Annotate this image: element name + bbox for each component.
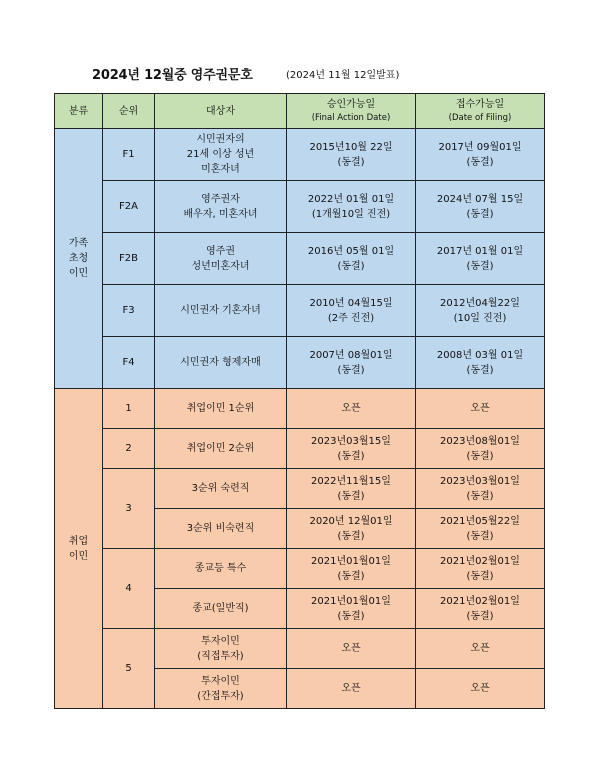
rank-cell-line: 5 <box>125 663 132 674</box>
target-cell <box>155 669 287 709</box>
target-cell <box>155 629 287 669</box>
filing-cell-line: 오픈 <box>470 643 490 654</box>
target-cell-line: (간접투자) <box>197 690 244 702</box>
target-cell-line: 3순위 비숙련직 <box>186 523 255 534</box>
rank-cell <box>103 337 155 389</box>
filing-cell-line: 2023년03월01일 <box>440 475 520 487</box>
header-filing-en: (Date of Filing) <box>448 113 512 123</box>
target-cell <box>155 469 287 509</box>
target-cell-line: 시민권자 형제자매 <box>180 357 261 368</box>
category-family <box>55 129 103 389</box>
rank-cell-line: F2B <box>119 253 138 264</box>
filing-cell-line: 오픈 <box>470 403 490 414</box>
category-employment-line: 이민 <box>68 550 89 562</box>
final-action-cell-line: 2015년10월 22일 <box>309 141 393 153</box>
filing-cell-line: (동결) <box>466 208 494 220</box>
target-cell <box>155 549 287 589</box>
final-action-cell <box>287 469 416 509</box>
rank-cell-line: F4 <box>122 357 135 368</box>
visa-bulletin-table <box>54 93 545 709</box>
rank-cell <box>103 429 155 469</box>
target-cell-line: 성년미혼자녀 <box>191 260 250 272</box>
target-cell-line: 투자이민 <box>201 635 240 647</box>
final-action-cell <box>287 629 416 669</box>
filing-cell <box>416 337 545 389</box>
header-final-action-en: (Final Action Date) <box>311 113 391 123</box>
rank-cell-line: 1 <box>125 403 132 414</box>
final-action-cell <box>287 337 416 389</box>
final-action-cell-line: (2주 진전) <box>327 312 375 324</box>
rank-cell <box>103 469 155 549</box>
target-cell <box>155 429 287 469</box>
table-row <box>55 181 545 233</box>
rank-cell-line: F3 <box>122 305 135 316</box>
filing-cell-line: (10일 진전) <box>453 312 507 324</box>
table-row <box>55 285 545 337</box>
final-action-cell-line: 2020년 12월01일 <box>309 515 393 527</box>
table-row <box>55 429 545 469</box>
target-cell <box>155 337 287 389</box>
filing-cell-line: 2012년04월22일 <box>440 297 520 309</box>
category-employment <box>55 389 103 709</box>
table-row <box>55 549 545 589</box>
filing-cell-line: 2021년02월01일 <box>440 555 520 567</box>
final-action-cell-line: (동결) <box>337 156 365 168</box>
target-cell <box>155 233 287 285</box>
final-action-cell-line: (동결) <box>337 530 365 542</box>
header-category: 분류 <box>55 94 103 129</box>
target-cell <box>155 389 287 429</box>
final-action-cell <box>287 589 416 629</box>
filing-cell <box>416 429 545 469</box>
final-action-cell <box>287 549 416 589</box>
target-cell <box>155 509 287 549</box>
filing-cell <box>416 629 545 669</box>
target-cell-line: 종교등 특수 <box>194 563 247 574</box>
final-action-cell-line: (동결) <box>337 570 365 582</box>
target-cell-line: 배우자, 미혼자녀 <box>183 208 258 220</box>
final-action-cell-line: 2021년01월01일 <box>311 555 391 567</box>
document-title: 2024년 12월중 영주권문호 <box>92 68 253 83</box>
final-action-cell-line: (동결) <box>337 490 365 502</box>
rank-cell <box>103 629 155 709</box>
filing-cell-line: (동결) <box>466 450 494 462</box>
filing-cell <box>416 469 545 509</box>
target-cell-line: 종교(일반직) <box>192 603 249 614</box>
header-final-action-label: 승인가능일 <box>326 99 376 110</box>
final-action-cell-line: 2022년 01월 01일 <box>307 193 395 205</box>
target-cell-line: 취업이민 1순위 <box>186 403 255 414</box>
filing-cell <box>416 549 545 589</box>
rank-cell-line: 3 <box>125 503 132 514</box>
target-cell-line: 투자이민 <box>201 675 240 687</box>
target-cell <box>155 181 287 233</box>
final-action-cell-line: 2023년03월15일 <box>311 435 391 447</box>
category-family-line: 이민 <box>68 268 89 279</box>
final-action-cell <box>287 181 416 233</box>
filing-cell <box>416 285 545 337</box>
final-action-cell-line: 오픈 <box>341 643 361 654</box>
filing-cell <box>416 233 545 285</box>
table-row <box>55 337 545 389</box>
target-cell-line: 미혼자녀 <box>201 164 240 175</box>
target-cell <box>155 285 287 337</box>
header-filing <box>416 94 545 129</box>
target-cell-line: 3순위 숙련직 <box>191 483 250 494</box>
filing-cell-line: 2024년 07월 15일 <box>436 193 524 205</box>
rank-cell <box>103 285 155 337</box>
final-action-cell-line: 2016년 05월 01일 <box>307 245 395 257</box>
final-action-cell-line: 2021년01월01일 <box>311 595 391 607</box>
final-action-cell <box>287 509 416 549</box>
final-action-cell <box>287 429 416 469</box>
final-action-cell-line: (동결) <box>337 260 365 272</box>
header-target: 대상자 <box>155 94 287 129</box>
filing-cell <box>416 389 545 429</box>
rank-cell <box>103 181 155 233</box>
rank-cell <box>103 389 155 429</box>
filing-cell-line: 오픈 <box>470 683 490 694</box>
filing-cell-line: (동결) <box>466 530 494 542</box>
filing-cell-line: (동결) <box>466 570 494 582</box>
final-action-cell-line: 오픈 <box>341 403 361 414</box>
target-cell-line: (직접투자) <box>197 650 244 662</box>
filing-cell <box>416 589 545 629</box>
rank-cell <box>103 233 155 285</box>
filing-cell-line: (동결) <box>466 364 494 376</box>
filing-cell <box>416 509 545 549</box>
rank-cell-line: 4 <box>125 583 132 594</box>
table-row <box>55 389 545 429</box>
header-row <box>55 94 545 129</box>
filing-cell-line: (동결) <box>466 610 494 622</box>
filing-cell-line: 2021년02월01일 <box>440 595 520 607</box>
header-filing-label: 접수가능일 <box>455 99 505 110</box>
final-action-cell <box>287 129 416 181</box>
filing-cell-line: 2017년 01월 01일 <box>436 245 524 257</box>
table-row <box>55 469 545 509</box>
header-final-action <box>287 94 416 129</box>
target-cell-line: 영주권자 <box>201 193 240 205</box>
filing-cell-line: 2008년 03월 01일 <box>436 349 524 361</box>
rank-cell-line: 2 <box>125 443 132 454</box>
filing-cell-line: (동결) <box>466 490 494 502</box>
target-cell-line: 시민권자 기혼자녀 <box>180 305 261 316</box>
target-cell-line: 시민권자의 <box>196 134 245 145</box>
final-action-cell-line: 오픈 <box>341 683 361 694</box>
final-action-cell <box>287 285 416 337</box>
table-body <box>55 94 545 709</box>
final-action-cell-line: (동결) <box>337 450 365 462</box>
final-action-cell-line: 2010년 04월15일 <box>309 297 393 309</box>
filing-cell-line: (동결) <box>466 156 494 168</box>
rank-cell <box>103 129 155 181</box>
final-action-cell-line: (동결) <box>337 610 365 622</box>
category-employment-line: 취업 <box>68 535 89 547</box>
category-family-line: 초청 <box>68 253 89 264</box>
final-action-cell <box>287 669 416 709</box>
final-action-cell <box>287 389 416 429</box>
target-cell <box>155 589 287 629</box>
category-family-line: 가족 <box>68 238 89 249</box>
table-row <box>55 629 545 669</box>
table-row <box>55 233 545 285</box>
table-row <box>55 129 545 181</box>
filing-cell <box>416 181 545 233</box>
final-action-cell-line: (1개월10일 진전) <box>311 208 391 220</box>
filing-cell <box>416 129 545 181</box>
target-cell-line: 영주권 <box>206 245 235 257</box>
rank-cell-line: F1 <box>122 149 135 160</box>
target-cell-line: 취업이민 2순위 <box>186 443 255 454</box>
filing-cell-line: 2017년 09월01일 <box>438 141 522 153</box>
filing-cell-line: (동결) <box>466 260 494 272</box>
header-rank: 순위 <box>103 94 155 129</box>
rank-cell <box>103 549 155 629</box>
title-row <box>0 64 600 84</box>
announcement-date: (2024년 11월 12일발표) <box>286 70 400 81</box>
filing-cell-line: 2021년05월22일 <box>440 515 520 527</box>
target-cell-line: 21세 이상 성년 <box>186 149 255 160</box>
filing-cell-line: 2023년08월01일 <box>440 435 520 447</box>
final-action-cell-line: 2007년 08월01일 <box>309 349 393 361</box>
final-action-cell-line: 2022년11월15일 <box>311 475 391 487</box>
filing-cell <box>416 669 545 709</box>
final-action-cell-line: (동결) <box>337 364 365 376</box>
final-action-cell <box>287 233 416 285</box>
rank-cell-line: F2A <box>119 201 138 212</box>
target-cell <box>155 129 287 181</box>
